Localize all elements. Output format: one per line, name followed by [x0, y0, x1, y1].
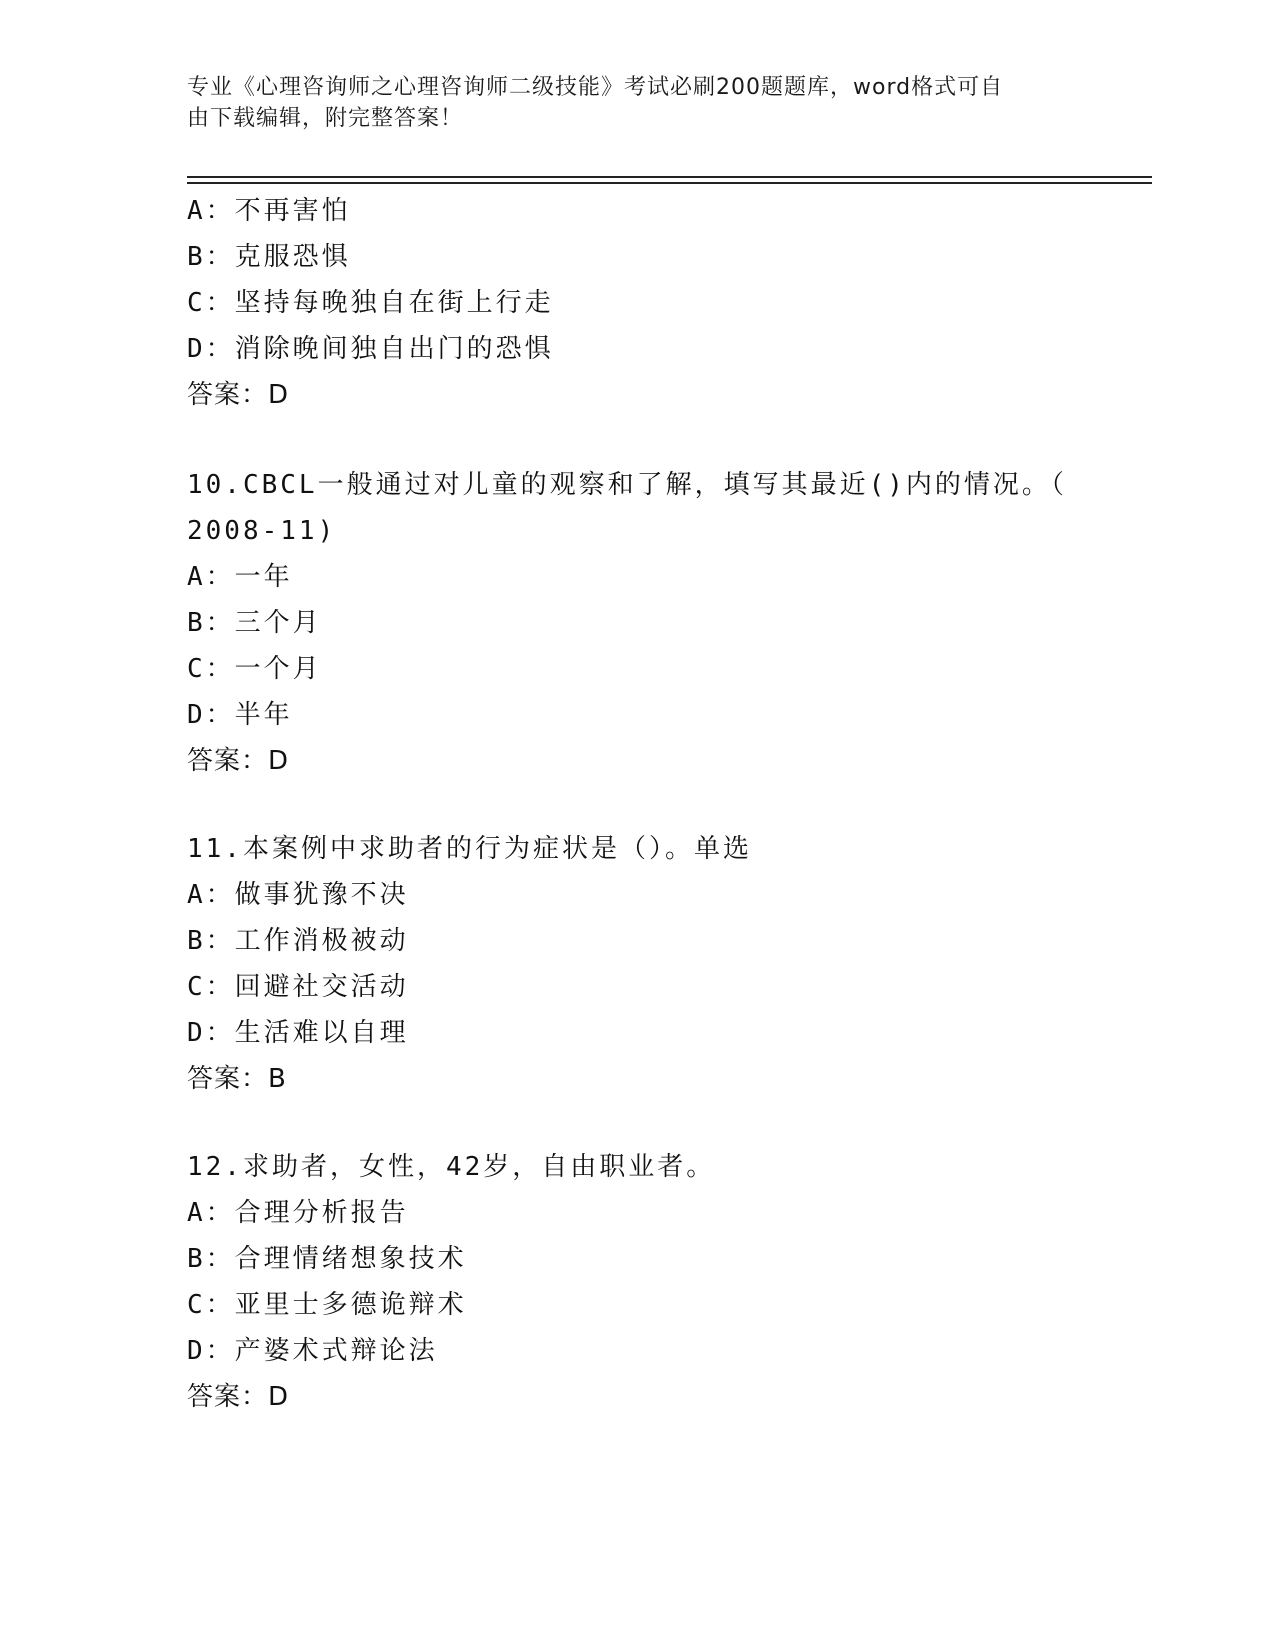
option-d: D：半年: [187, 700, 293, 730]
question-block-10: [187, 462, 1087, 784]
question-block-9: [187, 188, 1087, 418]
option-d: D：消除晚间独自出门的恐惧: [187, 334, 554, 364]
option-d: D：产婆术式辩论法: [187, 1336, 438, 1366]
option-b: B：三个月: [187, 608, 322, 638]
answer-line: 答案：B: [187, 1064, 287, 1094]
option-c: C：坚持每晚独自在街上行走: [187, 288, 554, 318]
spacer: [187, 784, 1087, 826]
question-block-11: [187, 826, 1087, 1102]
header-divider-top: [187, 176, 1152, 178]
option-d: D：生活难以自理: [187, 1018, 409, 1048]
header-line-2: 由下载编辑，附完整答案！: [187, 106, 464, 131]
question-text: 11.本案例中求助者的行为症状是（）。单选: [187, 834, 752, 864]
option-b: B：合理情绪想象技术: [187, 1244, 467, 1274]
option-c: C：亚里士多德诡辩术: [187, 1290, 467, 1320]
question-text: 12.求助者，女性，42岁，自由职业者。: [187, 1152, 716, 1182]
header-note: [187, 72, 1067, 134]
question-list: [187, 188, 1087, 1420]
question-text-line-2: 2008-11): [187, 516, 337, 546]
option-a: A：做事犹豫不决: [187, 880, 409, 910]
question-text-line-1: 10.CBCL一般通过对儿童的观察和了解，填写其最近()内的情况。（: [187, 470, 1067, 500]
answer-line: 答案：D: [187, 1382, 290, 1412]
option-c: C：一个月: [187, 654, 322, 684]
option-b: B：工作消极被动: [187, 926, 409, 956]
answer-line: 答案：D: [187, 746, 290, 776]
spacer: [187, 1102, 1087, 1144]
question-block-12: [187, 1144, 1087, 1420]
answer-line: 答案：D: [187, 380, 290, 410]
option-a: A：合理分析报告: [187, 1198, 409, 1228]
header-line-1: 专业《心理咨询师之心理咨询师二级技能》考试必刷200题题库，word格式可自: [187, 75, 1004, 100]
option-b: B：克服恐惧: [187, 242, 351, 272]
option-a: A：不再害怕: [187, 196, 351, 226]
option-c: C：回避社交活动: [187, 972, 409, 1002]
header-divider-bottom: [187, 182, 1152, 184]
spacer: [187, 418, 1087, 462]
option-a: A：一年: [187, 562, 293, 592]
